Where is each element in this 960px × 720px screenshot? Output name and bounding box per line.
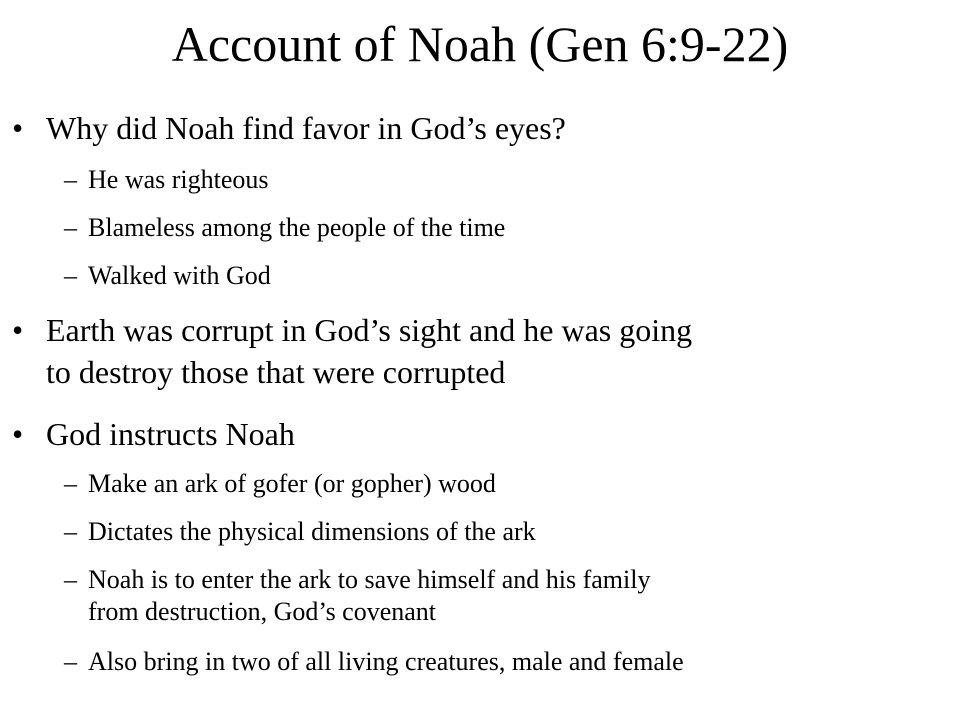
bullet-text-line1: Earth was corrupt in God’s sight and he was going bbox=[46, 312, 693, 348]
sub-item-text: He was righteous bbox=[88, 165, 269, 194]
bullet-text: God instructs Noah bbox=[46, 416, 295, 452]
bullet-item bbox=[12, 110, 566, 146]
dash-marker: – bbox=[64, 213, 77, 242]
sub-item-text: Make an ark of gofer (or gopher) wood bbox=[88, 469, 496, 498]
sub-item bbox=[64, 517, 536, 546]
bullet-marker: • bbox=[12, 110, 24, 146]
sub-item bbox=[64, 647, 684, 676]
sub-item-text-line1: Noah is to enter the ark to save himself and his family bbox=[88, 565, 651, 594]
dash-marker: – bbox=[64, 647, 77, 676]
sub-item-text: Blameless among the people of the time bbox=[88, 213, 506, 242]
sub-item bbox=[64, 469, 496, 498]
sub-item bbox=[64, 165, 269, 194]
bullet-item-continuation bbox=[46, 356, 505, 388]
sub-item-text-line2: from destruction, God’s covenant bbox=[88, 597, 437, 626]
sub-item bbox=[64, 565, 651, 594]
slide-title: Account of Noah (Gen 6:9-22) bbox=[171, 16, 789, 72]
bullet-marker: • bbox=[12, 312, 24, 348]
bullet-item bbox=[12, 416, 295, 452]
bullet-text-line2: to destroy those that were corrupted bbox=[46, 354, 506, 390]
dash-marker: – bbox=[64, 517, 77, 546]
sub-item-text: Also bring in two of all living creatures, male and female bbox=[88, 647, 684, 676]
dash-marker: – bbox=[64, 165, 77, 194]
sub-item-text: Walked with God bbox=[88, 261, 271, 290]
sub-item-text: Dictates the physical dimensions of the ark bbox=[88, 517, 536, 546]
bullet-marker: • bbox=[12, 416, 24, 452]
sub-item-continuation bbox=[88, 598, 436, 626]
dash-marker: – bbox=[64, 469, 77, 498]
dash-marker: – bbox=[64, 565, 77, 594]
sub-item bbox=[64, 213, 506, 242]
sub-item bbox=[64, 261, 271, 290]
dash-marker: – bbox=[64, 261, 77, 290]
bullet-text: Why did Noah find favor in God’s eyes? bbox=[46, 110, 566, 146]
bullet-item bbox=[12, 312, 693, 348]
